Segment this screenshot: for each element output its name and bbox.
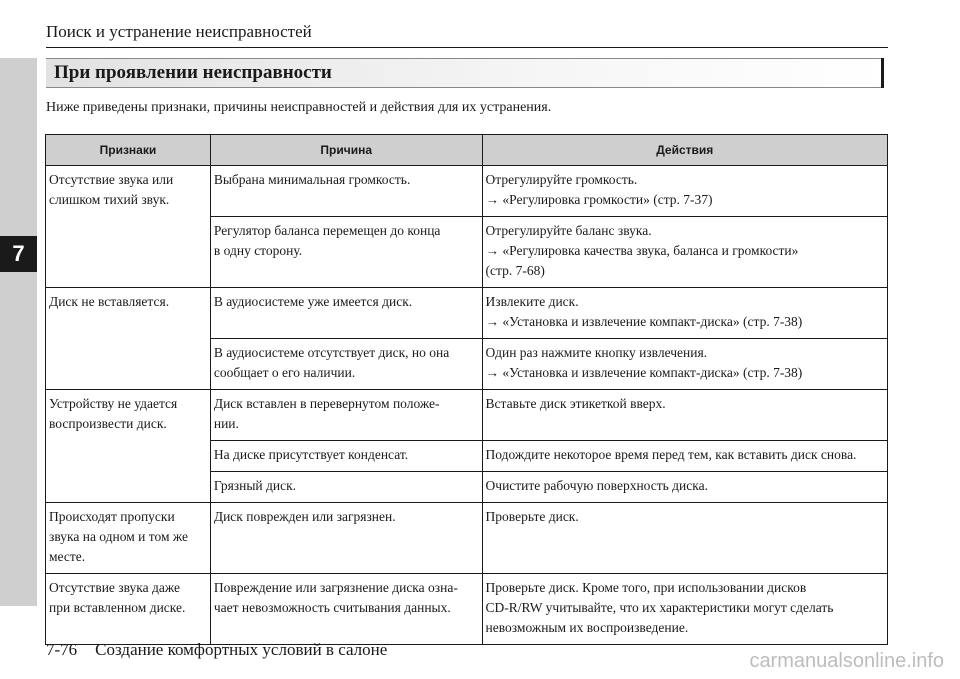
chapter-tab[interactable]: 7 <box>0 236 37 272</box>
symptom-cell <box>46 390 211 503</box>
cause-text: нии. <box>213 416 239 431</box>
table-row <box>46 390 888 441</box>
action-text: → «Регулировка качества звука, баланса и громкости» <box>485 243 799 258</box>
cause-text: в одну сторону. <box>213 243 303 258</box>
cause-text: В аудиосистеме отсутствует диск, но она <box>213 345 450 360</box>
cause-text: На диске присутствует конденсат. <box>213 447 409 462</box>
action-cell <box>482 288 887 339</box>
cause-cell <box>210 390 482 441</box>
cause-text: Повреждение или загрязнение диска озна- <box>213 580 458 595</box>
table-row <box>46 166 888 217</box>
action-text: Подождите некоторое время перед тем, как вставить диск снова. <box>485 447 857 462</box>
action-cell <box>482 574 887 645</box>
page-number: 7-76 <box>46 640 78 659</box>
table-row <box>46 288 888 339</box>
action-text: Отрегулируйте громкость. <box>485 172 638 187</box>
cause-text: Грязный диск. <box>213 478 297 493</box>
cause-text: Диск поврежден или загрязнен. <box>213 509 396 524</box>
cause-text: чает невозможность считывания данных. <box>213 600 451 615</box>
cause-cell <box>210 217 482 288</box>
action-text: (стр. 7-68) <box>485 263 545 278</box>
table-header-row <box>46 135 888 166</box>
symptom-cell <box>46 166 211 288</box>
cause-cell <box>210 339 482 390</box>
symptom-text: воспроизвести диск. <box>49 416 167 431</box>
symptom-text: Диск не вставляется. <box>49 294 170 309</box>
symptom-cell <box>46 503 211 574</box>
table-row <box>46 574 888 645</box>
action-text: Очистите рабочую поверхность диска. <box>485 478 708 493</box>
cause-text: сообщает о его наличии. <box>213 365 356 380</box>
symptom-text: звука на одном и том же <box>49 529 189 544</box>
page-footer <box>46 640 387 660</box>
symptom-text: Отсутствие звука или <box>49 172 174 187</box>
action-text: Извлеките диск. <box>485 294 579 309</box>
section-accent <box>881 58 884 88</box>
action-text: Проверьте диск. Кроме того, при использовании дисков <box>485 580 807 595</box>
action-text: Один раз нажмите кнопку извлечения. <box>485 345 708 360</box>
section-header <box>46 58 884 88</box>
action-cell <box>482 503 887 574</box>
column-header-cause: Причина <box>210 135 482 166</box>
chapter-side-strip <box>0 58 37 606</box>
action-text: CD-R/RW учитывайте, что их характеристики могут сделать <box>485 600 834 615</box>
action-cell <box>482 166 887 217</box>
cause-cell <box>210 166 482 217</box>
cause-text: Регулятор баланса перемещен до конца <box>213 223 441 238</box>
symptom-text: месте. <box>49 549 86 564</box>
running-head: Поиск и устранение неисправностей <box>46 22 312 41</box>
cause-cell <box>210 503 482 574</box>
cause-cell <box>210 441 482 472</box>
action-text: → «Установка и извлечение компакт-диска» (стр. 7-38) <box>485 365 803 380</box>
symptom-text: при вставленном диске. <box>49 600 186 615</box>
intro-text: Ниже приведены признаки, причины неисправностей и действия для их устранения. <box>46 100 552 115</box>
cause-text: Выбрана минимальная громкость. <box>213 172 411 187</box>
section-title: При проявлении неисправности <box>54 62 332 83</box>
cause-cell <box>210 574 482 645</box>
cause-cell <box>210 288 482 339</box>
action-text: Вставьте диск этикеткой вверх. <box>485 396 666 411</box>
action-text: → «Регулировка громкости» (стр. 7-37) <box>485 192 713 207</box>
action-cell <box>482 441 887 472</box>
action-cell <box>482 217 887 288</box>
troubleshooting-table <box>45 134 888 645</box>
symptom-text: Устройству не удается <box>49 396 178 411</box>
header-divider <box>46 47 888 48</box>
column-header-actions: Действия <box>482 135 887 166</box>
action-cell <box>482 472 887 503</box>
table-row <box>46 503 888 574</box>
footer-title: Создание комфортных условий в салоне <box>95 640 388 659</box>
cause-text: Диск вставлен в перевернутом положе- <box>213 396 440 411</box>
action-text: Отрегулируйте баланс звука. <box>485 223 652 238</box>
cause-cell <box>210 472 482 503</box>
action-text: Проверьте диск. <box>485 509 579 524</box>
action-cell <box>482 390 887 441</box>
symptom-text: слишком тихий звук. <box>49 192 170 207</box>
symptom-text: Отсутствие звука даже <box>49 580 181 595</box>
action-text: невозможным их воспроизведение. <box>485 620 689 635</box>
action-cell <box>482 339 887 390</box>
symptom-cell <box>46 288 211 390</box>
column-header-symptoms: Признаки <box>46 135 211 166</box>
action-text: → «Установка и извлечение компакт-диска» (стр. 7-38) <box>485 314 803 329</box>
cause-text: В аудиосистеме уже имеется диск. <box>213 294 413 309</box>
symptom-text: Происходят пропуски <box>49 509 175 524</box>
symptom-cell <box>46 574 211 645</box>
watermark: carmanualsonline.info <box>749 650 944 672</box>
